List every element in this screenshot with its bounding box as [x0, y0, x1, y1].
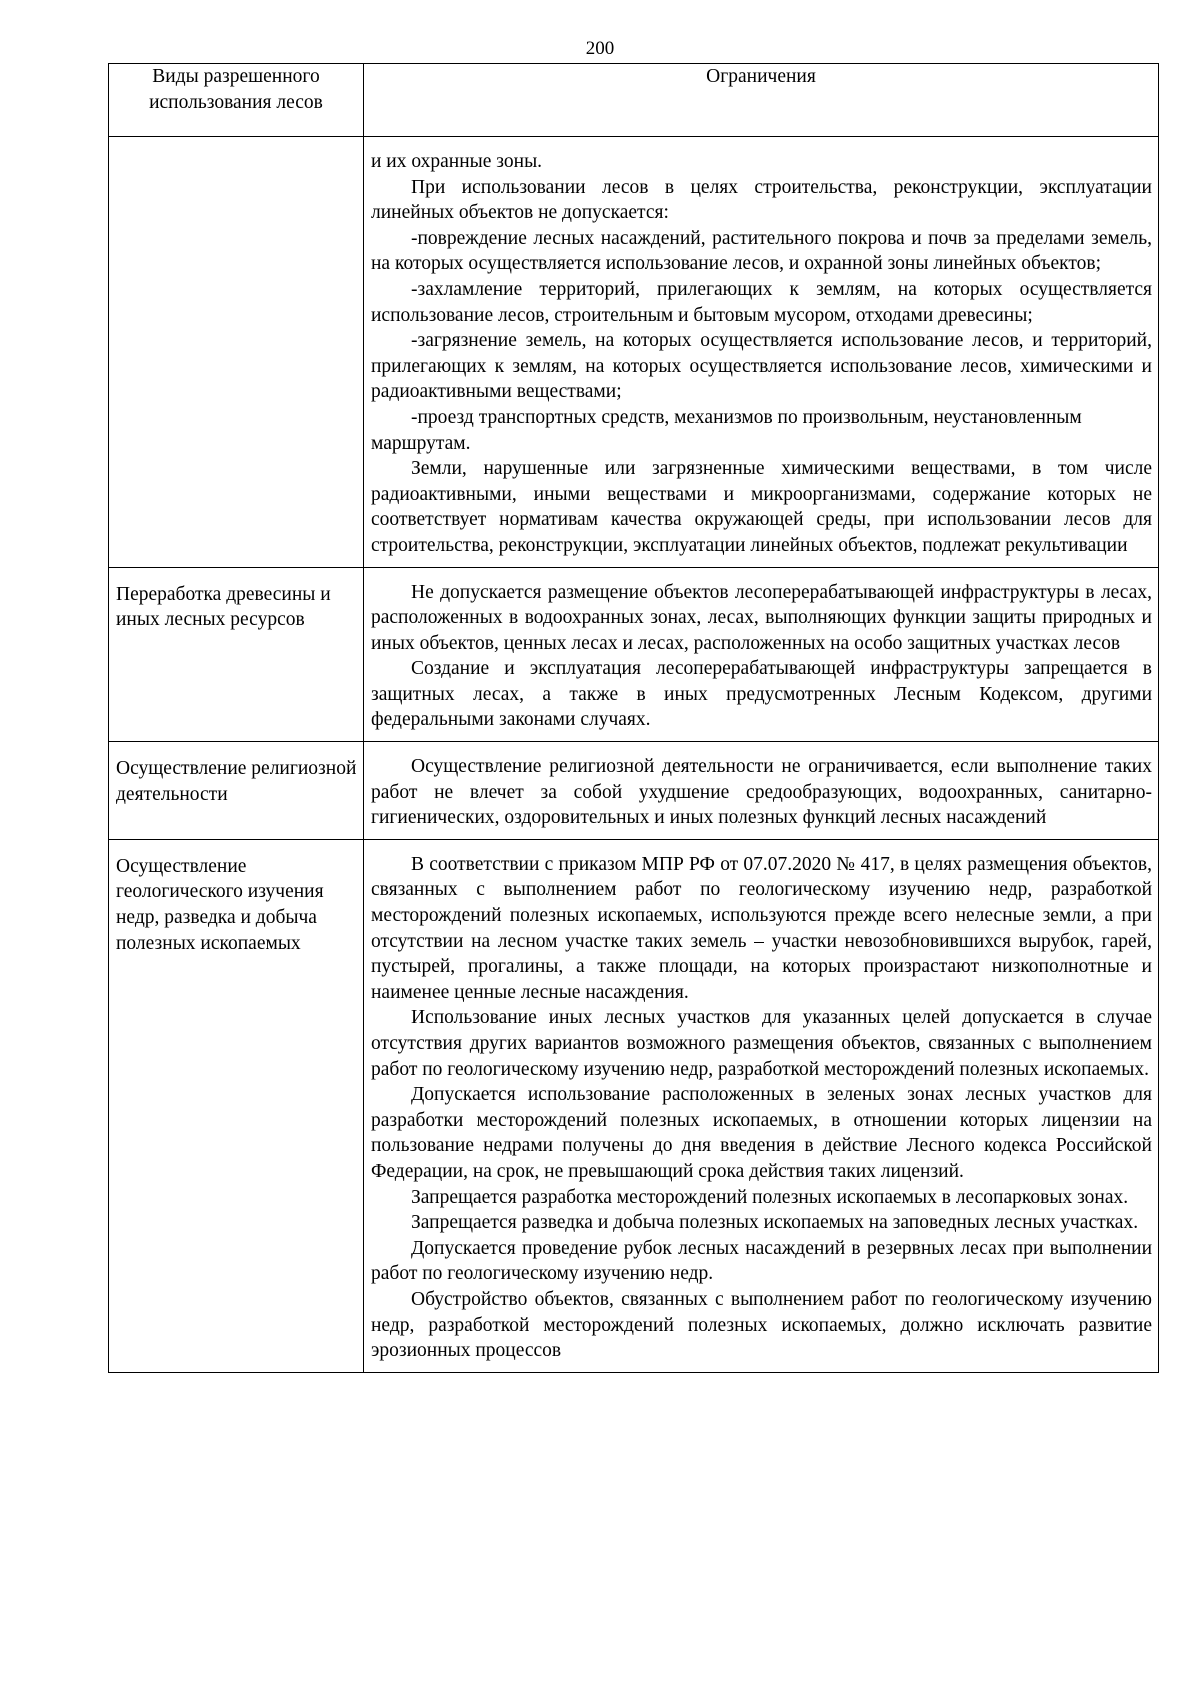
restriction-paragraph: Запрещается разведка и добыча полезных ископаемых на заповедных лесных участках.	[411, 1212, 1139, 1234]
restriction-paragraph: Обустройство объектов, связанных с выполнением работ по геологическому изучению недр, разработкой месторождений полезных ископаемых, должно исключать развитие эрозионных процессов	[371, 1288, 1152, 1362]
table-row	[109, 567, 1159, 742]
restriction-paragraph: Запрещается разработка месторождений полезных ископаемых в лесопарковых зонах.	[411, 1186, 1129, 1208]
restriction-paragraph: -проезд транспортных средств, механизмов по произвольным, неустановленным маршрутам.	[371, 406, 1082, 454]
usage-type-cell	[109, 137, 364, 568]
restriction-paragraph: Допускается использование расположенных в зеленых зонах лесных участков для разработки месторождений полезных ископаемых, в отношении которых лицензии на пользование недрами получены до дня введения в действие Лесного кодекса Российской Федерации, на срок, не превышающий срока действия таких лицензий.	[371, 1084, 1152, 1182]
usage-type-cell: Переработка древесины и иных лесных ресурсов	[109, 567, 364, 742]
restriction-paragraph: В соответствии с приказом МПР РФ от 07.07.2020 № 417, в целях размещения объектов, связанных с выполнением работ по геологическому изучению недр, разработкой месторождений полезных ископаемых, используются прежде всего нелесные земли, а при отсутствии на лесном участке таких земель – участки невозобновившихся вырубок, гарей, пустырей, прогалины, а также площади, на которых произрастают низкополнотные и наименее ценные лесные насаждения.	[371, 853, 1152, 1003]
restriction-paragraph: Допускается проведение рубок лесных насаждений в резервных лесах при выполнении работ по геологическому изучению недр.	[371, 1237, 1152, 1285]
restrictions-cell	[364, 137, 1159, 568]
restrictions-cell	[364, 567, 1159, 742]
table-row	[109, 742, 1159, 840]
table-row	[109, 137, 1159, 568]
restrictions-cell	[364, 839, 1159, 1372]
header-usage-types: Виды разрешенного использования лесов	[109, 64, 364, 137]
restriction-paragraph: Использование иных лесных участков для указанных целей допускается в случае отсутствия других вариантов возможного размещения объектов, связанных с выполнением работ по геологическому изучению недр, разработкой месторождений полезных ископаемых.	[371, 1007, 1152, 1080]
restriction-paragraph: Осуществление религиозной деятельности не ограничивается, если выполнение таких работ не влечет за собой ухудшение средообразующих, водоохранных, санитарно-гигиенических, оздоровительных и иных полезных функций лесных насаждений	[371, 756, 1152, 829]
restriction-paragraph: При использовании лесов в целях строительства, реконструкции, эксплуатации линейных объектов не допускается:	[371, 176, 1152, 224]
restrictions-cell	[364, 742, 1159, 840]
restriction-paragraph: -захламление территорий, прилегающих к землям, на которых осуществляется использование лесов, строительным и бытовым мусором, отходами древесины;	[371, 278, 1152, 326]
restrictions-table	[108, 63, 1159, 1373]
restriction-paragraph: Земли, нарушенные или загрязненные химическими веществами, в том числе радиоактивными, иными веществами и микроорганизмами, содержание которых не соответствует нормативам качества окружающей среды, при использовании лесов для строительства, реконструкции, эксплуатации линейных объектов, подлежат рекультивации	[371, 458, 1152, 556]
restriction-paragraph: Не допускается размещение объектов лесоперерабатывающей инфраструктуры в лесах, расположенных в водоохранных зонах, лесах, выполняющих функции защиты природных и иных объектов, ценных лесах и лесах, расположенных на особо защитных участках лесов	[371, 581, 1152, 654]
page-number: 200	[585, 38, 615, 59]
restriction-paragraph: -повреждение лесных насаждений, растительного покрова и почв за пределами земель, на которых осуществляется использование лесов, и охранной зоны линейных объектов;	[371, 227, 1152, 275]
restriction-paragraph: -загрязнение земель, на которых осуществляется использование лесов, и территорий, прилегающих к землям, на которых осуществляется использование лесов, химическими и радиоактивными веществами;	[371, 330, 1152, 403]
restriction-paragraph: и их охранные зоны.	[371, 151, 543, 172]
table-row	[109, 839, 1159, 1372]
table-header-row	[109, 64, 1159, 137]
restriction-paragraph: Создание и эксплуатация лесоперерабатывающей инфраструктуры запрещается в защитных лесах, а также в иных предусмотренных Лесным Кодексом, другими федеральными законами случаях.	[371, 658, 1152, 731]
usage-type-cell: Осуществление религиозной деятельности	[109, 742, 364, 840]
usage-type-cell: Осуществление геологического изучения недр, разведка и добыча полезных ископаемых	[109, 839, 364, 1372]
header-restrictions: Ограничения	[364, 64, 1159, 137]
